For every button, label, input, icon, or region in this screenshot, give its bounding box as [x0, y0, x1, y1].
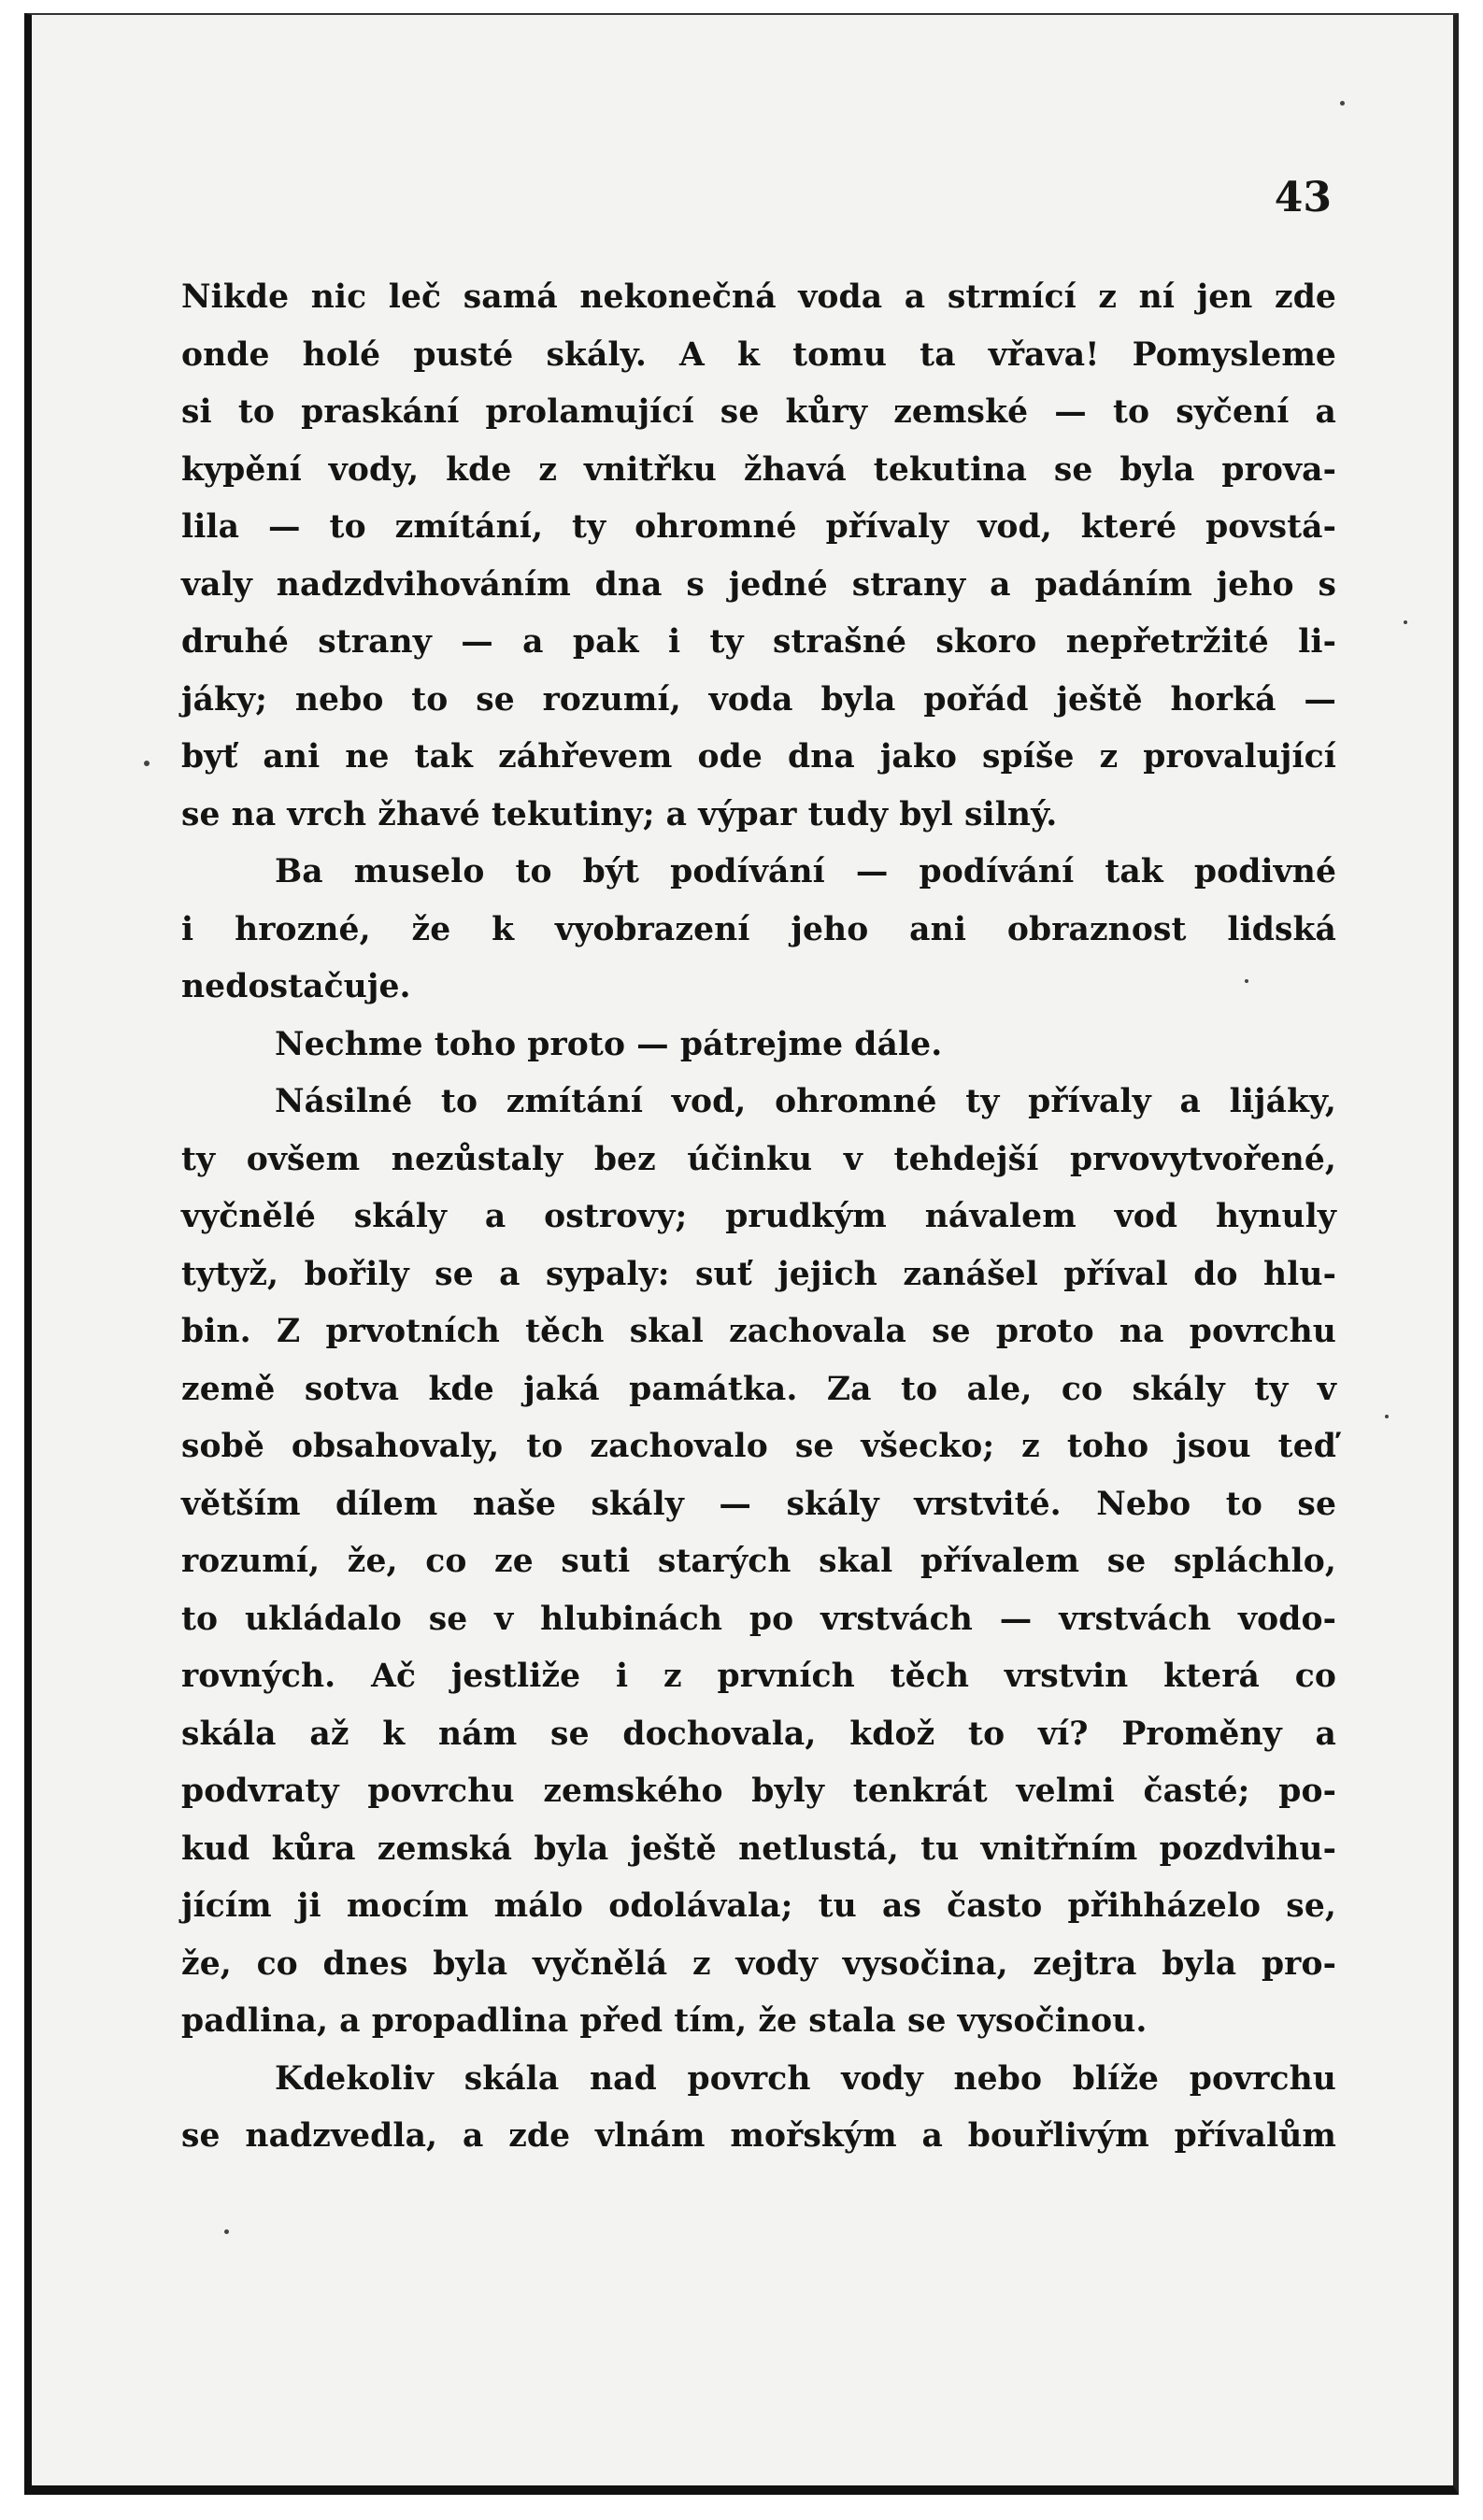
text-line: kud kůra zemská byla ještě netlustá, tu vnitřním pozdvihu- — [181, 1829, 1336, 1868]
text-line: onde holé pusté skály. A k tomu ta vřava! Pomysleme — [181, 335, 1336, 374]
text-line: bin. Z prvotních těch skal zachovala se proto na povrchu — [181, 1313, 1336, 1350]
page-number: 43 — [1274, 174, 1332, 221]
text-line: země sotva kde jaká památka. Za to ale, co skály ty v — [181, 1370, 1336, 1408]
text-line: jáky; nebo to se rozumí, voda byla pořád ještě horká — — [181, 680, 1336, 719]
text-line: lila — to zmítání, ty ohromné přívaly vod, které povstá- — [181, 508, 1336, 546]
text-line: sobě obsahovaly, to zachovalo se všecko; z toho jsou teď — [181, 1428, 1336, 1465]
text-line: se nadzvedla, a zde vlnám mořským a bouřlivým přívalům — [181, 2117, 1336, 2155]
text-line: Nechme toho proto — pátrejme dále. — [275, 1025, 943, 1063]
text-line: Nikde nic leč samá nekonečná voda a strmící z ní jen zde — [181, 278, 1336, 316]
text-line: padlina, a propadlina před tím, že stala se vysočinou. — [181, 2002, 1148, 2040]
text-line: že, co dnes byla vyčnělá z vody vysočina, zejtra byla pro- — [181, 1944, 1336, 1983]
text-line: Kdekoliv skála nad povrch vody nebo blíže povrchu — [275, 2059, 1336, 2098]
print-speck — [1340, 101, 1345, 106]
print-speck — [1404, 620, 1407, 624]
text-line: podvraty povrchu zemského byly tenkrát velmi časté; po- — [181, 1773, 1336, 1810]
text-line: Násilné to zmítání vod, ohromné ty přívaly a lijáky, — [275, 1083, 1336, 1120]
text-line: byť ani ne tak záhřevem ode dna jako spíše z provalující — [181, 738, 1336, 776]
text-line: kypění vody, kde z vnitřku žhavá tekutina se byla prova- — [181, 450, 1336, 489]
text-line: Ba muselo to být podívání — podívání tak podivné — [275, 853, 1336, 890]
text-line: tytyž, bořily se a sypaly: suť jejich zanášel příval do hlu- — [181, 1255, 1336, 1293]
text-line: ty ovšem nezůstaly bez účinku v tehdejší prvovytvořené, — [181, 1140, 1336, 1178]
print-speck — [224, 2229, 229, 2234]
print-speck — [1385, 1415, 1389, 1418]
text-line: se na vrch žhavé tekutiny; a výpar tudy byl silný. — [181, 795, 1058, 833]
text-line: to ukládalo se v hlubinách po vrstvách — vrstvách vodo- — [181, 1600, 1336, 1638]
text-line: větším dílem naše skály — skály vrstvité. Nebo to se — [181, 1485, 1336, 1523]
text-line: vyčnělé skály a ostrovy; prudkým návalem vod hynuly — [181, 1198, 1336, 1235]
text-line: rovných. Ač jestliže i z prvních těch vrstvin která co — [181, 1658, 1336, 1695]
text-line: nedostačuje. — [181, 968, 411, 1005]
book-page — [24, 13, 1459, 2495]
text-line: rozumí, že, co ze suti starých skal přívalem se spláchlo, — [181, 1543, 1336, 1580]
text-line: si to praskání prolamující se kůry zemské — to syčení a — [181, 393, 1336, 431]
print-speck — [1245, 979, 1248, 983]
body-text — [181, 269, 1336, 2166]
print-speck — [144, 761, 150, 766]
text-line: druhé strany — a pak i ty strašné skoro nepřetržité li- — [181, 623, 1336, 661]
text-line: jícím ji mocím málo odolávala; tu as často přihházelo se, — [181, 1887, 1336, 1925]
text-line: i hrozné, že k vyobrazení jeho ani obraznost lidská — [181, 910, 1336, 948]
text-line: skála až k nám se dochovala, kdož to ví? Proměny a — [181, 1715, 1336, 1753]
text-line: valy nadzdvihováním dna s jedné strany a padáním jeho s — [181, 565, 1336, 604]
